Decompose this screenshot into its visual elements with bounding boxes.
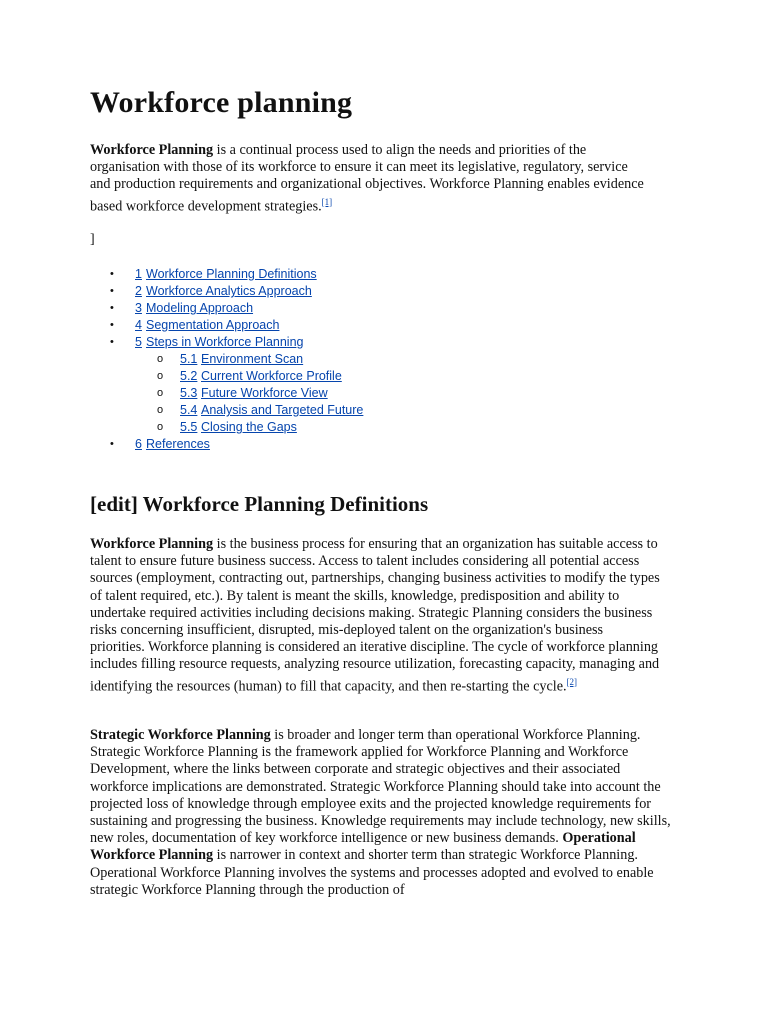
bold-term: Workforce Planning — [90, 536, 214, 552]
stray-bracket: ] — [90, 232, 95, 247]
toc-link-current-workforce-profile[interactable]: Current Workforce Profile — [201, 369, 342, 383]
intro-text: is a continual process used to align the needs and priorities of the organisation with those of its workforce to ensure it can meet its legislative, regulatory, service and production requirements and organizational objectives. Workforce Planning enables evidence based workforce development strategies. — [90, 142, 644, 215]
bullet: • — [110, 438, 114, 450]
toc-subitem — [0, 351, 768, 368]
paragraph-text: is the business process for ensuring that an organization has suitable access to talent to ensure future business success. Access to talent includes considering all potential access sources (employment, contracting out, partnerships, changing business activities to modify the types of talent required, etc.). By talent is meant the skills, knowledge, predisposition and ability to undertake required activities including decisions making. Strategic Planning considers the business risks concerning insufficient, disrupted, mis-deployed talent on the organization's business priorities. Workforce planning is considered an iterative discipline. The cycle of workforce planning includes filling resource requests, analyzing resource utilization, forecasting capacity, managing and identifying the resources (human) to fill that capacity, and then re-starting the cycle. — [90, 536, 660, 695]
sub-bullet: o — [157, 387, 164, 399]
toc-link-future-workforce-view[interactable]: Future Workforce View — [201, 386, 328, 400]
toc-link-number[interactable]: 6 — [135, 437, 142, 451]
toc-link-number[interactable]: 1 — [135, 267, 142, 281]
page-title: Workforce planning — [90, 86, 353, 119]
toc-link-workforce-planning-definitions[interactable]: Workforce Planning Definitions — [146, 267, 317, 281]
sub-bullet: o — [157, 370, 164, 382]
section-heading: [edit] Workforce Planning Definitions — [90, 492, 429, 516]
bullet: • — [110, 302, 114, 314]
toc-link-number[interactable]: 5.2 — [180, 369, 198, 383]
ref-link-2[interactable]: [2] — [566, 676, 578, 687]
toc-subitem — [0, 419, 768, 436]
bullet: • — [110, 268, 114, 280]
toc-subitem — [0, 368, 768, 385]
toc-item — [0, 436, 768, 453]
bullet: • — [110, 319, 114, 331]
sub-bullet: o — [157, 353, 164, 365]
toc-subitem — [0, 402, 768, 419]
toc-link-number[interactable]: 5 — [135, 335, 142, 349]
toc-link-number[interactable]: 5.4 — [180, 403, 198, 417]
sub-bullet: o — [157, 421, 164, 433]
toc-link-analysis-and-targeted-future[interactable]: Analysis and Targeted Future — [201, 403, 364, 417]
toc-link-number[interactable]: 5.5 — [180, 420, 198, 434]
paragraph-text: is narrower in context and shorter term than strategic Workforce Planning. Operational Workforce Planning involves the systems and processes adopted and evolved to enable strategic Workforce Planning through the production of — [90, 847, 654, 898]
bold-term: Operational Workforce Planning — [90, 830, 636, 864]
toc-item — [0, 317, 768, 334]
toc-link-modeling-approach[interactable]: Modeling Approach — [146, 301, 254, 315]
toc-link-segmentation-approach[interactable]: Segmentation Approach — [146, 318, 280, 332]
bold-term: Strategic Workforce Planning — [90, 727, 271, 743]
ref-link-1[interactable]: [1] — [321, 196, 333, 207]
bullet: • — [110, 285, 114, 297]
definitions-paragraph — [90, 536, 660, 696]
toc-link-closing-the-gaps[interactable]: Closing the Gaps — [201, 420, 297, 434]
toc-link-workforce-analytics-approach[interactable]: Workforce Analytics Approach — [146, 284, 312, 298]
toc-link-references[interactable]: References — [146, 437, 210, 451]
toc-link-number[interactable]: 3 — [135, 301, 142, 315]
bullet: • — [110, 336, 114, 348]
toc-link-number[interactable]: 4 — [135, 318, 142, 332]
toc-link-number[interactable]: 5.1 — [180, 352, 198, 366]
paragraph-text: is broader and longer term than operational Workforce Planning. Strategic Workforce Planning is the framework applied for Workforce Planning and Workforce Development, where the links between corporate and strategic objectives and their associated workforce implications are demonstrated. Strategic Workforce Planning should take into account the projected loss of knowledge through employee exits and the projected knowledge requirements for sustaining and progressing the business. Knowledge requirements may include technology, new skills, new roles, documentation of key workforce intelligence or new business demands. — [90, 727, 671, 847]
sub-bullet: o — [157, 404, 164, 416]
toc-link-number[interactable]: 5.3 — [180, 386, 198, 400]
toc-item — [0, 300, 768, 317]
toc-item — [0, 283, 768, 300]
toc-link-environment-scan[interactable]: Environment Scan — [201, 352, 304, 366]
toc-subitem — [0, 385, 768, 402]
table-of-contents — [0, 266, 768, 453]
toc-link-number[interactable]: 2 — [135, 284, 142, 298]
strategic-paragraph — [90, 727, 680, 899]
toc-item — [0, 334, 768, 351]
toc-link-steps-in-workforce-planning[interactable]: Steps in Workforce Planning — [146, 335, 304, 349]
intro-bold-term: Workforce Planning — [90, 142, 214, 158]
intro-paragraph — [90, 142, 650, 216]
toc-item — [0, 266, 768, 283]
